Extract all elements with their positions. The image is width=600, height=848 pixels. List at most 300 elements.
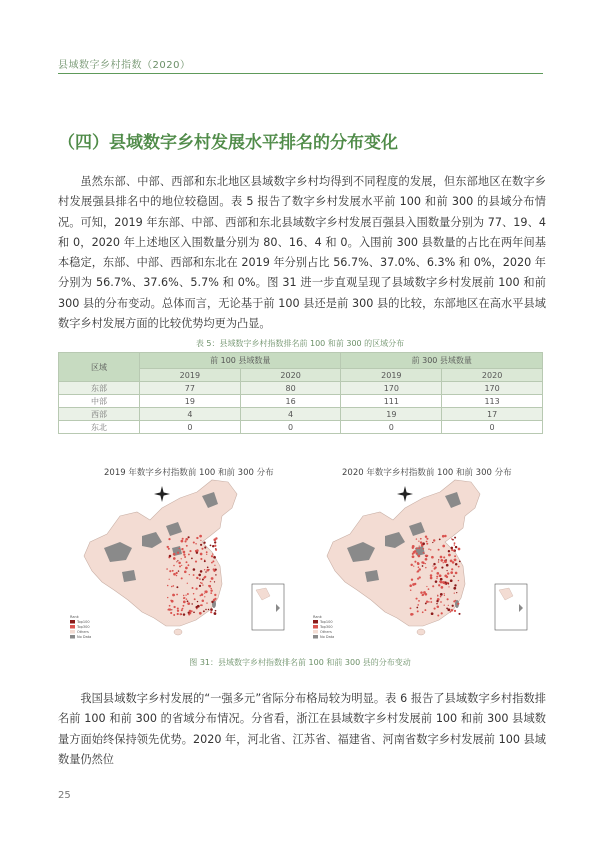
county-marker [455, 546, 457, 548]
county-marker [183, 601, 186, 604]
section-title: （四）县域数字乡村发展水平排名的分布变化 [58, 133, 398, 153]
county-marker [193, 593, 194, 594]
county-marker [191, 558, 193, 560]
county-marker [448, 550, 450, 552]
county-marker [172, 585, 174, 587]
county-marker [432, 585, 434, 587]
county-marker [410, 589, 411, 590]
county-marker [207, 566, 209, 568]
county-marker [185, 594, 186, 595]
county-marker [186, 561, 188, 563]
county-marker [193, 611, 195, 613]
county-marker [172, 594, 175, 597]
county-marker [206, 569, 209, 572]
county-marker [420, 541, 422, 543]
county-marker [176, 572, 178, 574]
county-marker [186, 598, 188, 600]
no-data-region [276, 604, 280, 612]
county-marker [210, 588, 212, 590]
county-marker [211, 601, 213, 603]
county-marker [211, 562, 213, 564]
no-data-region [122, 570, 136, 582]
county-marker [182, 538, 184, 540]
county-marker [183, 551, 186, 554]
county-marker [208, 609, 209, 610]
county-marker [432, 542, 433, 543]
map-region [174, 629, 182, 635]
county-marker [187, 602, 190, 605]
county-marker [213, 538, 216, 541]
county-marker [187, 593, 189, 595]
county-marker [193, 568, 196, 571]
county-marker [189, 574, 190, 575]
county-marker [416, 538, 417, 539]
county-marker [181, 565, 182, 566]
county-marker [457, 603, 459, 605]
north-arrow-icon [154, 486, 170, 502]
county-marker [446, 564, 449, 567]
legend-swatch [70, 620, 75, 624]
county-marker [454, 542, 456, 544]
county-marker [446, 608, 448, 610]
county-marker [424, 609, 426, 611]
county-marker [185, 538, 188, 541]
county-marker [176, 594, 178, 596]
county-marker [454, 537, 456, 539]
county-marker [180, 613, 182, 615]
county-marker [176, 575, 178, 577]
county-marker [422, 565, 424, 567]
county-marker [206, 602, 207, 603]
county-marker [441, 567, 443, 569]
county-marker [173, 553, 176, 556]
county-marker [166, 568, 168, 570]
county-marker [196, 537, 198, 539]
county-marker [444, 595, 445, 596]
county-marker [434, 568, 436, 570]
county-marker [188, 553, 190, 555]
county-marker [422, 548, 424, 550]
county-marker [425, 558, 428, 561]
county-marker [454, 584, 456, 586]
county-marker [191, 603, 192, 604]
county-marker [418, 600, 420, 602]
county-marker [196, 551, 198, 553]
county-marker [210, 611, 212, 613]
county-marker [444, 605, 445, 606]
county-marker [170, 612, 172, 614]
county-marker [422, 594, 424, 596]
county-marker [177, 610, 179, 612]
map-region [417, 629, 425, 635]
map-title-2019: 2019 年数字乡村指数前 100 和前 300 分布 [104, 468, 274, 478]
county-marker [436, 603, 437, 604]
county-marker [440, 593, 443, 596]
county-marker [176, 561, 177, 562]
county-marker [204, 591, 205, 592]
county-marker [425, 593, 428, 596]
county-marker [181, 577, 183, 579]
county-marker [428, 548, 430, 550]
map-region [256, 588, 270, 600]
county-marker [459, 561, 461, 563]
county-marker [417, 604, 419, 606]
county-marker [454, 610, 456, 612]
county-marker [443, 562, 444, 563]
county-marker [215, 610, 217, 612]
county-marker [410, 564, 412, 566]
county-marker [419, 545, 420, 546]
county-marker [452, 539, 454, 541]
value-cell: 77 [140, 382, 241, 395]
legend-swatch [313, 625, 318, 629]
legend-label: Top300 [77, 625, 90, 629]
county-marker [417, 562, 420, 565]
county-marker [188, 536, 190, 538]
county-marker [208, 585, 210, 587]
county-marker [181, 609, 183, 611]
region-header: 区域 [59, 353, 140, 382]
county-marker [455, 600, 457, 602]
county-marker [425, 563, 426, 564]
county-marker [431, 556, 434, 559]
county-marker [440, 596, 442, 598]
county-marker [200, 558, 202, 560]
county-marker [448, 583, 450, 585]
county-marker [421, 561, 423, 563]
running-header: 县域数字乡村指数（2020） [58, 60, 191, 71]
county-marker [203, 610, 205, 612]
county-marker [172, 570, 174, 572]
county-marker [455, 563, 458, 566]
county-marker [214, 541, 216, 543]
county-marker [215, 574, 217, 576]
value-cell: 19 [140, 395, 241, 408]
county-marker [210, 581, 212, 583]
value-cell: 4 [240, 408, 341, 421]
county-marker [187, 600, 189, 602]
county-marker [200, 544, 202, 546]
county-marker [412, 545, 415, 548]
county-marker [436, 576, 438, 578]
county-marker [442, 545, 445, 548]
county-marker [451, 547, 454, 550]
county-marker [214, 565, 215, 566]
county-marker [182, 548, 184, 550]
county-marker [441, 586, 444, 589]
county-marker [431, 570, 433, 572]
county-marker [202, 584, 203, 585]
county-marker [182, 608, 184, 610]
county-marker [195, 606, 197, 608]
county-marker [447, 572, 449, 574]
county-marker [417, 610, 419, 612]
county-marker [177, 552, 179, 554]
table-caption: 表 5：县域数字乡村指数排名前 100 和前 300 的区域分布 [195, 339, 405, 348]
legend-label: Top100 [320, 620, 333, 624]
county-marker [213, 568, 215, 570]
legend-swatch [70, 635, 75, 639]
county-marker [183, 554, 185, 556]
value-cell: 113 [442, 395, 543, 408]
county-marker [450, 579, 453, 582]
county-marker [168, 548, 170, 550]
county-marker [441, 612, 443, 614]
county-marker [212, 560, 214, 562]
value-cell: 170 [442, 382, 543, 395]
county-marker [178, 570, 179, 571]
county-marker [412, 555, 415, 558]
county-marker [455, 572, 458, 575]
county-marker [418, 541, 419, 542]
county-marker [426, 600, 428, 602]
county-marker [418, 555, 421, 558]
county-marker [420, 591, 423, 594]
county-marker [436, 572, 439, 575]
county-marker [444, 593, 445, 594]
county-marker [436, 600, 438, 602]
legend-label: Rank [70, 615, 79, 619]
top300-header: 前 300 县域数量 [341, 353, 543, 369]
value-cell: 80 [240, 382, 341, 395]
county-marker [440, 559, 443, 562]
county-marker [448, 586, 449, 587]
county-marker [442, 581, 445, 584]
county-marker [210, 608, 213, 611]
county-marker [200, 553, 203, 556]
county-marker [171, 586, 173, 588]
legend-label: Top100 [77, 620, 90, 624]
county-marker [184, 597, 186, 599]
county-marker [199, 578, 200, 579]
legend-label: Others [77, 630, 89, 634]
county-marker [458, 580, 459, 581]
value-cell: 16 [240, 395, 341, 408]
county-marker [173, 606, 175, 608]
county-marker [214, 613, 216, 615]
county-marker [428, 588, 430, 590]
legend-swatch [70, 630, 75, 634]
county-marker [430, 577, 433, 580]
region-cell: 西部 [59, 408, 140, 421]
county-marker [430, 598, 432, 600]
county-marker [426, 586, 427, 587]
county-marker [444, 575, 447, 578]
county-marker [430, 601, 432, 603]
county-marker [177, 613, 179, 615]
value-cell: 0 [240, 421, 341, 434]
county-marker [169, 555, 172, 558]
county-marker [182, 605, 184, 607]
county-marker [416, 547, 418, 549]
county-marker [177, 607, 179, 609]
county-marker [181, 540, 184, 543]
county-marker [179, 548, 181, 550]
body-paragraph-2 [58, 689, 546, 770]
county-marker [167, 585, 169, 587]
county-marker [438, 584, 440, 586]
county-marker [167, 546, 169, 548]
region-cell: 中部 [59, 395, 140, 408]
county-marker [210, 589, 212, 591]
county-marker [169, 605, 171, 607]
county-marker [454, 555, 456, 557]
county-marker [420, 538, 422, 540]
county-marker [425, 554, 427, 556]
county-marker [425, 536, 427, 538]
value-cell: 19 [341, 408, 442, 421]
county-marker [193, 541, 195, 543]
county-marker [438, 561, 440, 563]
legend-swatch [70, 625, 75, 629]
county-marker [435, 580, 438, 583]
county-marker [196, 577, 198, 579]
paragraph-text: 我国县域数字乡村发展的“一强多元”省际分布格局较为明显。表 6 报告了县域数字乡村指数排名前 100 和前 300 的省域分布情况。分省看，浙江在县域数字乡村发展前 100 和前 300 县域数量方面始终保持领先优势。2020 年，河北省、江苏省、福建省、河南省数字乡村发展前 100 县域数量仍然位 [58, 692, 546, 766]
county-marker [439, 574, 442, 577]
county-marker [444, 535, 447, 538]
county-marker [206, 554, 207, 555]
legend-label: No Data [77, 635, 92, 639]
county-marker [185, 540, 187, 542]
county-marker [445, 581, 447, 583]
region-cell: 东北 [59, 421, 140, 434]
county-marker [183, 595, 184, 596]
legend-swatch [313, 635, 318, 639]
county-marker [442, 535, 445, 538]
county-marker [418, 568, 421, 571]
county-marker [211, 577, 214, 580]
legend-label: Rank [313, 615, 322, 619]
county-marker [187, 583, 188, 584]
county-marker [426, 538, 428, 540]
county-marker [453, 550, 455, 552]
county-marker [436, 578, 437, 579]
legend-swatch [313, 620, 318, 624]
county-marker [451, 609, 454, 612]
county-marker [448, 605, 449, 606]
county-marker [187, 564, 189, 566]
county-marker [167, 597, 168, 598]
county-marker [169, 608, 171, 610]
county-marker [173, 565, 175, 567]
table-row [59, 382, 543, 395]
county-marker [199, 612, 202, 615]
county-marker [412, 613, 414, 615]
county-marker [443, 556, 445, 558]
map-region [499, 588, 513, 600]
county-marker [195, 561, 197, 563]
county-marker [215, 549, 217, 551]
county-marker [211, 555, 213, 557]
year-header: 2020 [240, 369, 341, 382]
county-marker [440, 556, 443, 559]
county-marker [454, 544, 456, 546]
county-marker [433, 539, 435, 541]
county-marker [168, 538, 170, 540]
county-marker [200, 540, 201, 541]
county-marker [173, 557, 176, 560]
county-marker [171, 609, 172, 610]
table-row [59, 421, 543, 434]
county-marker [185, 567, 188, 570]
county-marker [448, 554, 451, 557]
value-cell: 0 [140, 421, 241, 434]
china-map-2020 [305, 476, 535, 646]
county-marker [203, 541, 205, 543]
county-marker [426, 541, 428, 543]
legend-swatch [313, 630, 318, 634]
county-marker [438, 549, 440, 551]
county-marker [456, 592, 457, 593]
county-marker [210, 545, 212, 547]
county-marker [169, 570, 171, 572]
county-marker [204, 592, 205, 593]
county-marker [445, 559, 447, 561]
county-marker [210, 592, 212, 594]
county-marker [412, 583, 415, 586]
county-marker [417, 578, 419, 580]
county-marker [177, 560, 178, 561]
county-marker [458, 548, 461, 551]
year-header: 2020 [442, 369, 543, 382]
county-marker [409, 584, 412, 587]
paragraph-text: 虽然东部、中部、西部和东北地区县域数字乡村均得到不同程度的发展，但东部地区在数字乡村发展强县排名中的地位较稳固。表 5 报告了数字乡村发展水平前 100 和前 300 的县域分布情况。可知，2019 年东部、中部、西部和东北县域数字乡村发展百强县入围数量分别为 77、19、4 和 0，2020 年上述地区入围数量分别为 80、16、4 和 0。入围前 300 县数量的占比在两年间基本稳定，东部、中部、西部和东北在 2019 年分别占比 56.7%、37.0%、6.3% 和 0%，2020 年分别为 56.7%、37.6%、5.7% 和 0%。图 31 进一步直观呈现了县域数字乡村发展前 100 和前 300 县的分布变动。总体而言，无论基于前 100 县还是前 300 县的比较，东部地区在高水平县域数字乡村发展方面的比较优势均更为凸显。 [58, 175, 546, 331]
county-marker [214, 545, 216, 547]
legend-label: Others [320, 630, 332, 634]
county-marker [204, 560, 206, 562]
county-marker [450, 560, 453, 563]
region-cell: 东部 [59, 382, 140, 395]
county-marker [200, 582, 201, 583]
county-marker [422, 611, 424, 613]
county-marker [193, 574, 195, 576]
header-divider [58, 73, 543, 74]
county-marker [173, 614, 175, 616]
county-marker [202, 599, 205, 602]
county-marker [416, 552, 418, 554]
county-marker [204, 569, 205, 570]
county-marker [428, 601, 430, 603]
county-marker [430, 549, 431, 550]
county-marker [204, 576, 206, 578]
county-marker [184, 556, 186, 558]
county-marker [458, 613, 460, 615]
county-marker [410, 607, 412, 609]
county-marker [447, 598, 449, 600]
county-marker [433, 563, 435, 565]
county-marker [214, 581, 215, 582]
county-marker [200, 570, 203, 573]
county-marker [418, 547, 420, 549]
county-marker [195, 543, 197, 545]
county-marker [418, 566, 420, 568]
county-marker [416, 607, 418, 609]
year-header: 2019 [341, 369, 442, 382]
county-marker [201, 604, 203, 606]
county-marker [204, 596, 205, 597]
county-marker [440, 601, 442, 603]
county-marker [440, 578, 443, 581]
county-marker [413, 565, 414, 566]
value-cell: 4 [140, 408, 241, 421]
county-marker [181, 558, 182, 559]
county-marker [437, 615, 439, 617]
county-marker [212, 545, 214, 547]
county-marker [439, 580, 441, 582]
county-marker [176, 586, 178, 588]
county-marker [423, 552, 425, 554]
county-marker [432, 565, 433, 566]
